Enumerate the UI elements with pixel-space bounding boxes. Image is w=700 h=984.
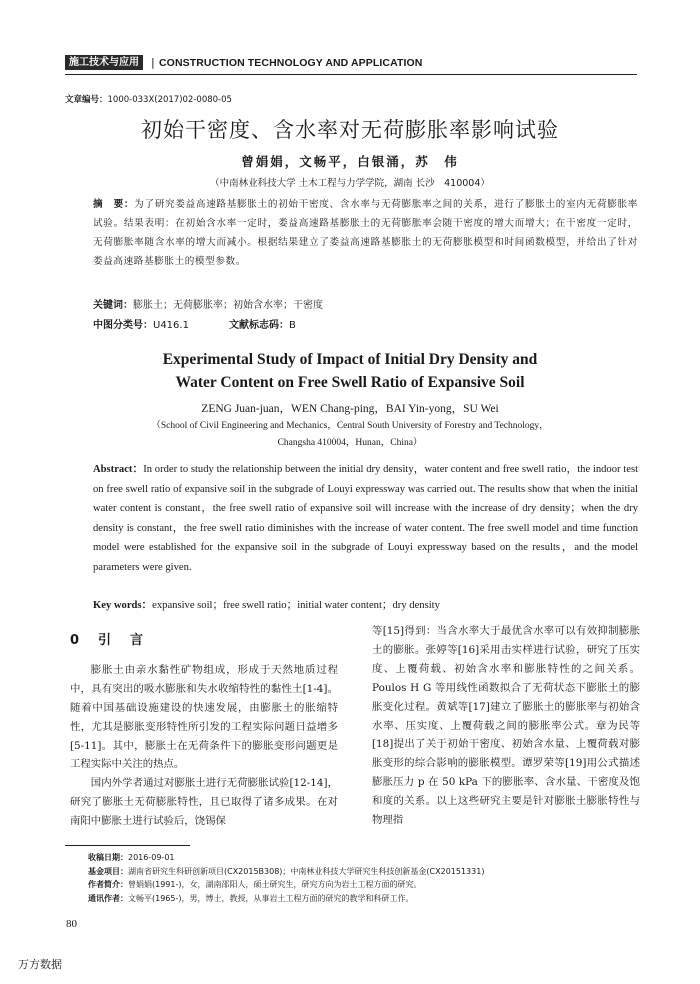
- footnote-received: [88, 851, 648, 865]
- footnote-fund-label: 基金项目：: [88, 866, 128, 876]
- body-paragraph: 等[15]得到：当含水率大于最优含水率可以有效抑制膨胀土的膨胀。张婷等[16]采用击实样进行试验，研究了压实度、上覆荷载、初始含水率和膨胀特性的之间关系。Poulos H G 等用线性函数拟合了无荷状态下膨胀土的膨胀变化过程。黄斌等[17]建立了膨胀土的膨胀率与初始含水率、压实度、上覆荷载之间的膨胀率公式。章为民等[18]提出了关于初始干密度、初始含水量、上覆荷载对膨胀变形的综合影响的膨胀模型。谭罗荣等[19]用公式描述膨胀压力 p 在 50 kPa 下的膨胀率、含水量、干密度及饱和度的关系。以上这些研究主要是针对膨胀土膨胀特性与物理指: [372, 625, 640, 827]
- body-column-right: [372, 622, 640, 830]
- affiliation-chinese: （中南林业科技大学 土木工程与力学学院，湖南 长沙 410004）: [210, 178, 490, 189]
- affiliation-english-line1: （School of Civil Engineering and Mechanics，Central South University of Forestry and Technology，: [151, 421, 549, 431]
- affiliation-english: [0, 418, 700, 452]
- footnote-corresponding: [88, 892, 648, 906]
- title-chinese: 初始干密度、含水率对无荷膨胀率影响试验: [141, 118, 559, 142]
- body-paragraph: 膨胀土由亲水黏性矿物组成，形成于天然地质过程中，具有突出的吸水膨胀和失水收缩特性的黏性土[1-4]。随着中国基础设施建设的快速发展，由膨胀土的胀缩特性，尤其是膨胀变形特性所引发的工程实际问题日益增多[5-11]。其中，膨胀土在无荷条件下的膨胀变形问题更是工程实际中关注的热点。: [70, 663, 338, 771]
- article-number-label: 文章编号：: [65, 95, 108, 105]
- authors-chinese: 曾娟娟，文畅平，白银涌，苏 伟: [241, 154, 459, 169]
- classification-label: 中图分类号：: [93, 320, 153, 331]
- affiliation-english-line2: Changsha 410004，Hunan，China）: [277, 438, 423, 448]
- journal-section-badge: 施工技术与应用: [65, 55, 143, 70]
- watermark: 万方数据: [18, 958, 62, 971]
- footnote-author-label: 作者简介：: [88, 880, 128, 889]
- title-english-line1: Experimental Study of Impact of Initial Dry Density and: [162, 351, 538, 368]
- body-column-left: [70, 622, 338, 831]
- keywords-english: [93, 597, 440, 612]
- abstract-chinese: [93, 195, 638, 271]
- article-number: [65, 93, 232, 105]
- document-code-label: 文献标志码：: [228, 320, 289, 331]
- footnote-fund: [88, 865, 648, 879]
- body-paragraph: 国内外学者通过对膨胀土进行无荷膨胀试验[12-14]，研究了膨胀土无荷膨胀特性，且已取得了诸多成果。在对南阳中膨胀土进行试验后，饶锡保: [70, 777, 338, 828]
- page-number: 80: [66, 918, 77, 930]
- footnote-author-value: 曾娟娟(1991-)，女，湖南邵阳人，硕士研究生，研究方向为岩土工程方面的研究。: [128, 880, 422, 889]
- abstract-english-label: Abstract：: [93, 464, 144, 475]
- title-english-line2: Water Content on Free Swell Ratio of Expansive Soil: [175, 374, 525, 391]
- footnote-rule: [65, 845, 190, 846]
- abstract-chinese-label: 摘 要：: [93, 199, 135, 210]
- footnote-fund-value: 湖南省研究生科研创新项目(CX2015B308)；中南林业科技大学研究生科技创新基金(CX20151331): [128, 866, 485, 876]
- footnotes: [88, 851, 648, 905]
- article-number-value: 1000-033X(2017)02-0080-05: [107, 95, 232, 105]
- classification-line: [93, 316, 296, 331]
- journal-section-english: CONSTRUCTION TECHNOLOGY AND APPLICATION: [159, 57, 423, 69]
- abstract-chinese-text: 为了研究娄益高速路基膨胀土的初始干密度、含水率与无荷膨胀率之间的关系，进行了膨胀土的室内无荷膨胀率试验。结果表明：在初始含水率一定时，娄益高速路基膨胀土的无荷膨胀率会随干密度的增大而增大；在干密度一定时，无荷膨胀率随含水率的增大而减小。根据结果建立了娄益高速路基膨胀土的无荷膨胀模型和时间函数模型，并给出了针对娄益高速路基膨胀土的模型参数。: [93, 199, 638, 267]
- section-heading: 0 引 言: [70, 633, 147, 648]
- running-header: [65, 52, 637, 75]
- footnote-received-label: 收稿日期：: [88, 853, 128, 862]
- footnote-received-value: 2016-09-01: [128, 853, 175, 862]
- footnote-corresponding-value: 文畅平(1965-)，男，博士，教授，从事岩土工程方面的研究的教学和科研工作。: [128, 893, 414, 903]
- document-code-value: B: [288, 320, 296, 331]
- abstract-english-text: In order to study the relationship between the initial dry density，water content and free swell ratio，the indoor test on free swell ratio of expansive soil in the subgrade of Louyi expressway was carried out. The results show that when the initial water content is constant，the free swell ratio of expansive soil will increase with the increase of dry density；when the dry density is constant，the free swell ratio diminishes with the increase of water content. The free swell model and time function model were established for the expansive soil in the subgrade of Louyi expressway based on the results，and the model parameters were given.: [93, 464, 639, 573]
- classification-value: U416.1: [153, 320, 189, 331]
- keywords-chinese: [93, 296, 323, 311]
- abstract-english: [93, 460, 638, 578]
- footnote-author: [88, 878, 648, 892]
- authors-english: ZENG Juan-juan，WEN Chang-ping，BAI Yin-yong，SU Wei: [201, 403, 499, 415]
- keywords-chinese-label: 关键词：: [93, 300, 133, 311]
- header-separator: |: [151, 56, 155, 69]
- keywords-english-text: expansive soil；free swell ratio；initial water content；dry density: [152, 600, 440, 611]
- keywords-chinese-text: 膨胀土；无荷膨胀率；初始含水率；干密度: [133, 300, 323, 311]
- footnote-corresponding-label: 通讯作者：: [88, 893, 128, 903]
- keywords-english-label: Key words：: [93, 600, 153, 611]
- title-english: [0, 348, 700, 394]
